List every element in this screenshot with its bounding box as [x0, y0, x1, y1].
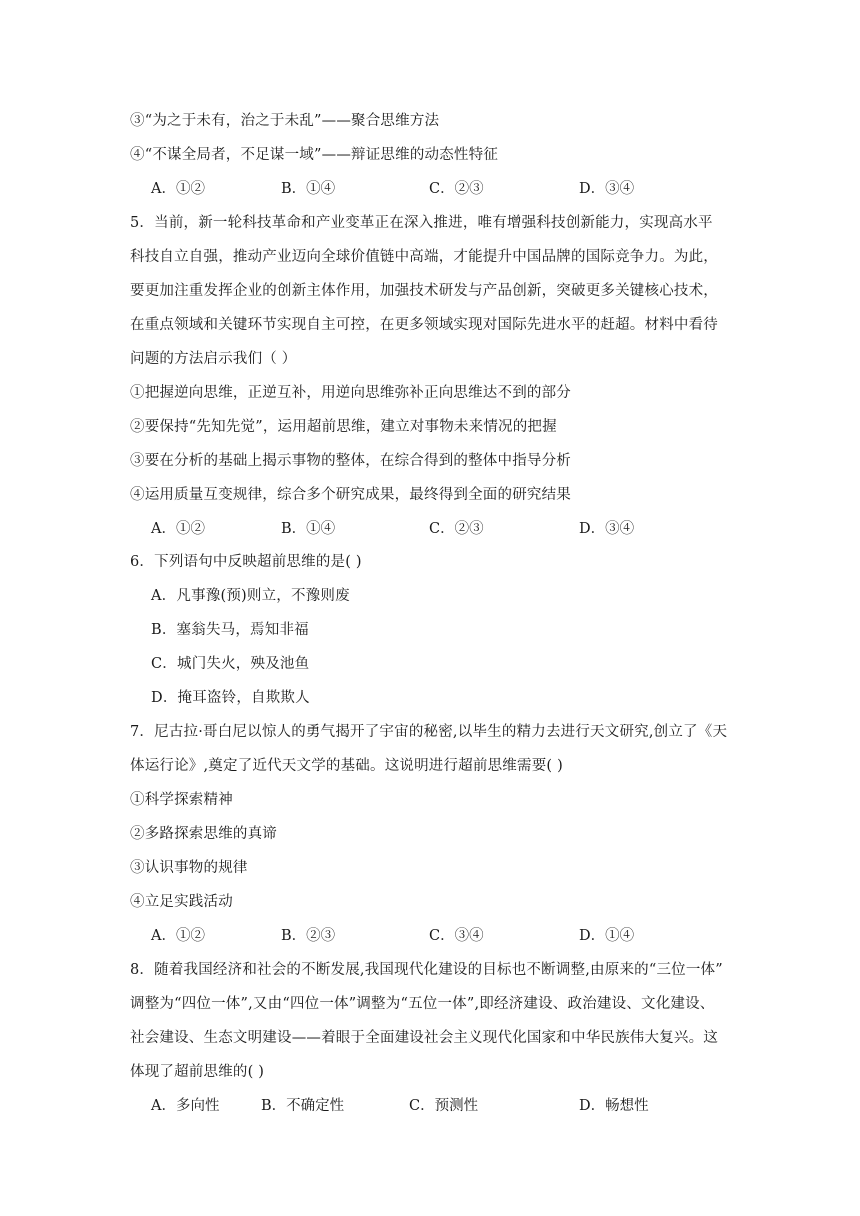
q4-option-a: A．①②	[151, 181, 205, 197]
q5-statement-3: ③要在分析的基础上揭示事物的整体，在综合得到的整体中指导分析	[130, 453, 571, 469]
q7-statement-4: ④立足实践活动	[130, 894, 233, 910]
q5-stem-line-1: 5．当前，新一轮科技革命和产业变革正在深入推进，唯有增强科技创新能力，实现高水平	[130, 215, 713, 231]
q6-stem: 6．下列语句中反映超前思维的是( )	[130, 554, 362, 570]
q7-options	[151, 927, 711, 945]
q5-statement-2: ②要保持“先知先觉”，运用超前思维，建立对事物未来情况的把握	[130, 419, 557, 435]
q5-options	[151, 520, 711, 538]
q5-statement-4: ④运用质量互变规律，综合多个研究成果，最终得到全面的研究结果	[130, 487, 571, 503]
q7-stem-line-2: 体运行论》,奠定了近代天文学的基础。这说明进行超前思维需要( )	[130, 758, 563, 774]
q5-option-b: B．①④	[281, 521, 336, 537]
q5-stem-line-3: 要更加注重发挥企业的创新主体作用，加强技术研发与产品创新，突破更多关键核心技术，	[130, 283, 718, 299]
q8-stem-line-4: 体现了超前思维的( )	[130, 1064, 265, 1080]
q6-option-a: A．凡事豫(预)则立，不豫则废	[151, 588, 350, 604]
q5-option-d: D．③④	[579, 521, 635, 537]
q4-statement-4: ④“不谋全局者，不足谋一域”——辩证思维的动态性特征	[130, 147, 499, 163]
q8-stem-line-3: 社会建设、生态文明建设——着眼于全面建设社会主义现代化国家和中华民族伟大复兴。这	[130, 1030, 718, 1046]
q5-option-c: C．②③	[429, 521, 484, 537]
q8-option-b: B．不确定性	[261, 1098, 345, 1114]
q6-option-c: C．城门失火，殃及池鱼	[151, 656, 310, 672]
q8-options	[151, 1097, 711, 1115]
q7-statement-3: ③认识事物的规律	[130, 860, 248, 876]
q8-stem-line-1: 8．随着我国经济和社会的不断发展,我国现代化建设的目标也不断调整,由原来的“三位一体”	[130, 962, 723, 978]
q8-option-a: A．多向性	[151, 1098, 220, 1114]
q8-option-d: D．畅想性	[579, 1098, 649, 1114]
q5-option-a: A．①②	[151, 521, 205, 537]
q6-option-b: B．塞翁失马，焉知非福	[151, 622, 309, 638]
q5-stem-line-4: 在重点领域和关键环节实现自主可控，在更多领域实现对国际先进水平的赶超。材料中看待	[130, 317, 718, 333]
q7-option-d: D．①④	[579, 928, 635, 944]
q7-statement-1: ①科学探索精神	[130, 792, 233, 808]
q4-option-d: D．③④	[579, 181, 635, 197]
q4-option-c: C．②③	[429, 181, 484, 197]
q6-option-d: D．掩耳盗铃，自欺欺人	[151, 690, 310, 706]
q7-option-a: A．①②	[151, 928, 205, 944]
q8-option-c: C．预测性	[409, 1098, 479, 1114]
q5-stem-line-2: 科技自立自强，推动产业迈向全球价值链中高端，才能提升中国品牌的国际竞争力。为此，	[130, 249, 718, 265]
q4-option-b: B．①④	[281, 181, 336, 197]
q4-options	[151, 180, 711, 198]
q7-option-b: B．②③	[281, 928, 336, 944]
q7-statement-2: ②多路探索思维的真谛	[130, 826, 277, 842]
q8-stem-line-2: 调整为“四位一体”,又由“四位一体”调整为“五位一体”,即经济建设、政治建设、文化建设、	[130, 996, 715, 1012]
q7-stem-line-1: 7．尼古拉·哥白尼以惊人的勇气揭开了宇宙的秘密,以毕生的精力去进行天文研究,创立了《天	[130, 724, 728, 740]
q7-option-c: C．③④	[429, 928, 484, 944]
q5-stem-line-5: 问题的方法启示我们（ ）	[130, 351, 297, 367]
q5-statement-1: ①把握逆向思维，正逆互补，用逆向思维弥补正向思维达不到的部分	[130, 385, 571, 401]
q4-statement-3: ③“为之于未有，治之于未乱”——聚合思维方法	[130, 113, 440, 129]
